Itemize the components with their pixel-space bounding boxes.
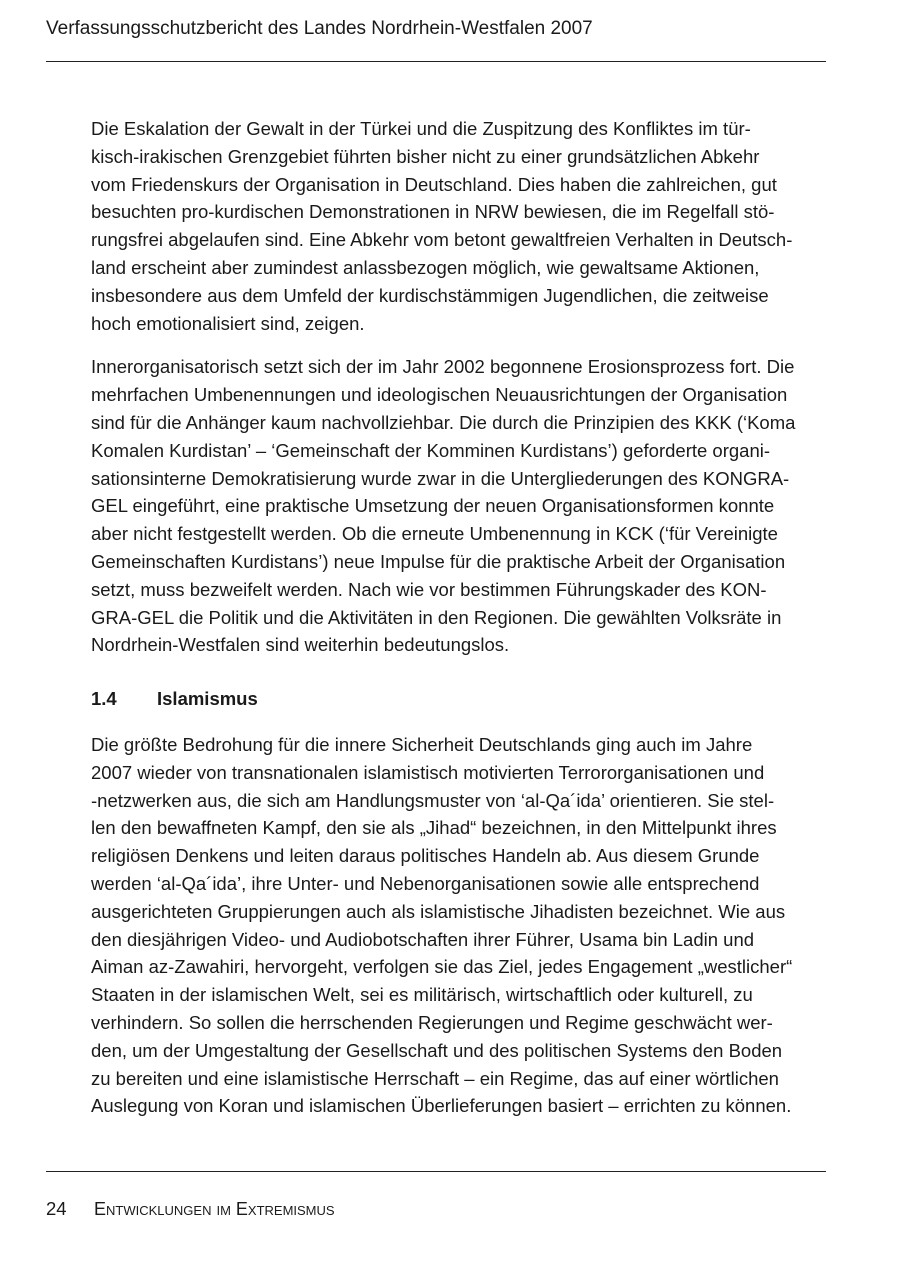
page-body	[91, 115, 826, 1136]
text-line: 2007 wieder von transnationalen islamistisch motivierten Terrororganisationen und	[91, 761, 765, 783]
text-line: den diesjährigen Video- und Audiobotschaften ihrer Führer, Usama bin Ladin und	[91, 928, 755, 950]
text-line: sind für die Anhänger kaum nachvollziehbar. Die durch die Prinzipien des KKK (‘Koma	[91, 411, 796, 433]
text-line: mehrfachen Umbenennungen und ideologischen Neuausrichtungen der Organisation	[91, 384, 788, 406]
paragraph-1	[91, 115, 826, 337]
text-line: setzt, muss bezweifelt werden. Nach wie vor bestimmen Führungskader des KON-	[91, 578, 767, 600]
text-line: Aiman az-Zawahiri, hervorgeht, verfolgen sie das Ziel, jedes Engagement „westlicher“	[91, 956, 793, 978]
text-line: werden ‘al-Qa´ida’, ihre Unter- und Nebenorganisationen sowie alle entsprechend	[91, 872, 760, 894]
text-line: Innerorganisatorisch setzt sich der im Jahr 2002 begonnene Erosionsprozess fort. Die	[91, 356, 795, 378]
text-line: kisch-irakischen Grenzgebiet führten bisher nicht zu einer grundsätzlichen Abkehr	[91, 145, 760, 167]
footer-section-name: Entwicklungen im Extremismus	[94, 1199, 335, 1219]
text-line: insbesondere aus dem Umfeld der kurdischstämmigen Jugendlichen, die zeitweise	[91, 284, 769, 306]
text-line: Die Eskalation der Gewalt in der Türkei und die Zuspitzung des Konfliktes im tür-	[91, 118, 751, 139]
text-line: -netzwerken aus, die sich am Handlungsmuster von ‘al-Qa´ida’ orientieren. Sie stel-	[91, 789, 775, 811]
text-line: vom Friedenskurs der Organisation in Deutschland. Dies haben die zahlreichen, gut	[91, 173, 777, 195]
section-number: 1.4	[91, 688, 117, 710]
text-line: Die größte Bedrohung für die innere Sicherheit Deutschlands ging auch im Jahre	[91, 733, 753, 755]
text-line: ausgerichteten Gruppierungen auch als islamistische Jihadisten bezeichnet. Wie aus	[91, 900, 786, 922]
section-title: Islamismus	[157, 688, 258, 710]
paragraph-2	[91, 353, 826, 659]
header-title: Verfassungsschutzbericht des Landes Nordrhein-Westfalen 2007	[46, 18, 593, 39]
text-line: Gemeinschaften Kurdistans’) neue Impulse für die praktische Arbeit der Organisation	[91, 550, 786, 572]
text-line: GRA-GEL die Politik und die Aktivitäten in den Regionen. Die gewählten Volksräte in	[91, 606, 782, 628]
text-line: len den bewaffneten Kampf, den sie als „Jihad“ bezeichnen, in den Mittelpunkt ihres	[91, 817, 777, 839]
text-line: Nordrhein-Westfalen sind weiterhin bedeutungslos.	[91, 634, 510, 656]
text-line: sationsinterne Demokratisierung wurde zwar in die Untergliederungen des KONGRA-	[91, 467, 790, 489]
text-line: Staaten in der islamischen Welt, sei es militärisch, wirtschaftlich oder kulturell, zu	[91, 984, 753, 1006]
text-line: Komalen Kurdistan’ – ‘Gemeinschaft der Komminen Kurdistans’) geforderte organi-	[91, 439, 771, 461]
page-footer	[46, 1196, 335, 1222]
page-number: 24	[46, 1198, 67, 1219]
header-rule	[46, 61, 826, 62]
text-line: GEL eingeführt, eine praktische Umsetzung der neuen Organisationsformen konnte	[91, 495, 775, 517]
text-line: aber nicht festgestellt werden. Ob die erneute Umbenennung in KCK (‘für Vereinigte	[91, 523, 778, 545]
text-line: Auslegung von Koran und islamischen Überlieferungen basiert – errichten zu können.	[91, 1095, 792, 1117]
section-heading	[91, 685, 826, 713]
text-line: rungsfrei abgelaufen sind. Eine Abkehr vom betont gewaltfreien Verhalten in Deutsch-	[91, 229, 793, 251]
text-line: verhindern. So sollen die herrschenden Regierungen und Regime geschwächt wer-	[91, 1011, 773, 1033]
footer-rule	[46, 1171, 826, 1172]
paragraph-3	[91, 731, 826, 1120]
text-line: land erscheint aber zumindest anlassbezogen möglich, wie gewaltsame Aktionen,	[91, 256, 760, 278]
text-line: den, um der Umgestaltung der Gesellschaft und des politischen Systems den Boden	[91, 1039, 783, 1061]
text-line: hoch emotionalisiert sind, zeigen.	[91, 312, 365, 334]
text-line: zu bereiten und eine islamistische Herrschaft – ein Regime, das auf einer wörtlichen	[91, 1067, 779, 1089]
text-line: besuchten pro-kurdischen Demonstrationen in NRW bewiesen, die im Regelfall stö-	[91, 201, 775, 223]
text-line: religiösen Denkens und leiten daraus politisches Handeln ab. Aus diesem Grunde	[91, 845, 760, 867]
